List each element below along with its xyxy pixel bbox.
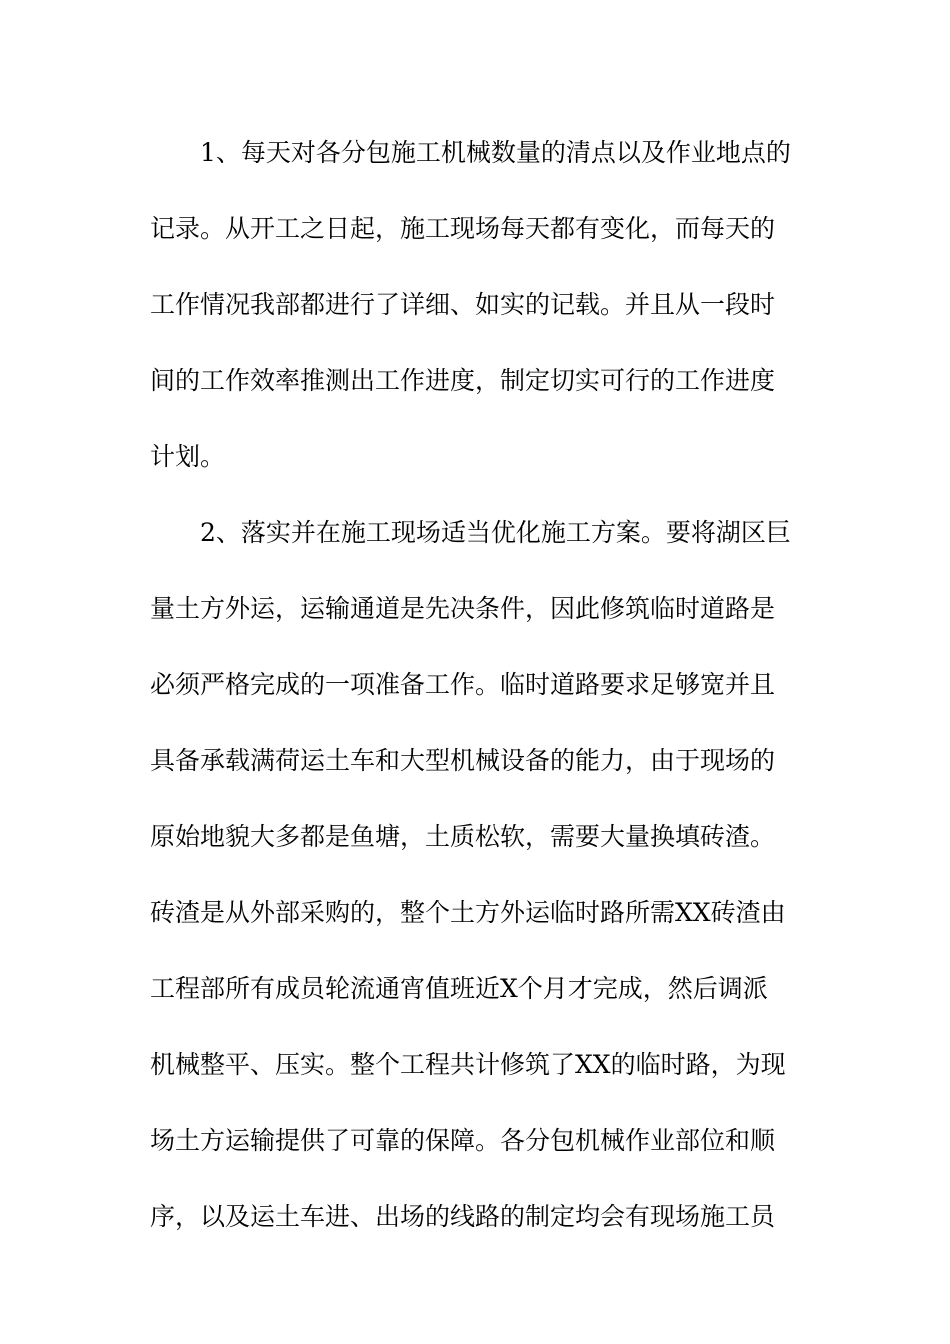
text-line: 具备承载满荷运土车和大型机械设备的能力，由于现场的 (150, 746, 776, 775)
paragraph-1 (150, 128, 810, 508)
text-line: 机械整平、压实。整个工程共计修筑了XX的临时路，为现 (150, 1050, 786, 1079)
text-line: 间的工作效率推测出工作进度，制定切实可行的工作进度 (150, 366, 776, 395)
text-line: 序，以及运土车进、出场的线路的制定均会有现场施工员 (150, 1202, 776, 1231)
text-line: 砖渣是从外部采购的，整个土方外运临时路所需XX砖渣由 (150, 898, 786, 927)
paragraph-2 (150, 508, 810, 1268)
text-line: 记录。从开工之日起，施工现场每天都有变化，而每天的 (150, 214, 776, 243)
text-line: 2、落实并在施工现场适当优化施工方案。要将湖区巨 (200, 518, 791, 547)
body-text (150, 128, 810, 1268)
text-line: 计划。 (150, 442, 226, 471)
text-line: 工作情况我部都进行了详细、如实的记载。并且从一段时 (150, 290, 776, 319)
text-line: 原始地貌大多都是鱼塘，土质松软，需要大量换填砖渣。 (150, 822, 776, 851)
text-line: 工程部所有成员轮流通宵值班近X个月才完成，然后调派 (150, 974, 768, 1003)
text-line: 1、每天对各分包施工机械数量的清点以及作业地点的 (200, 138, 791, 167)
text-line: 量土方外运，运输通道是先决条件，因此修筑临时道路是 (150, 594, 776, 623)
text-line: 必须严格完成的一项准备工作。临时道路要求足够宽并且 (150, 670, 776, 699)
text-line: 场土方运输提供了可靠的保障。各分包机械作业部位和顺 (150, 1126, 776, 1155)
